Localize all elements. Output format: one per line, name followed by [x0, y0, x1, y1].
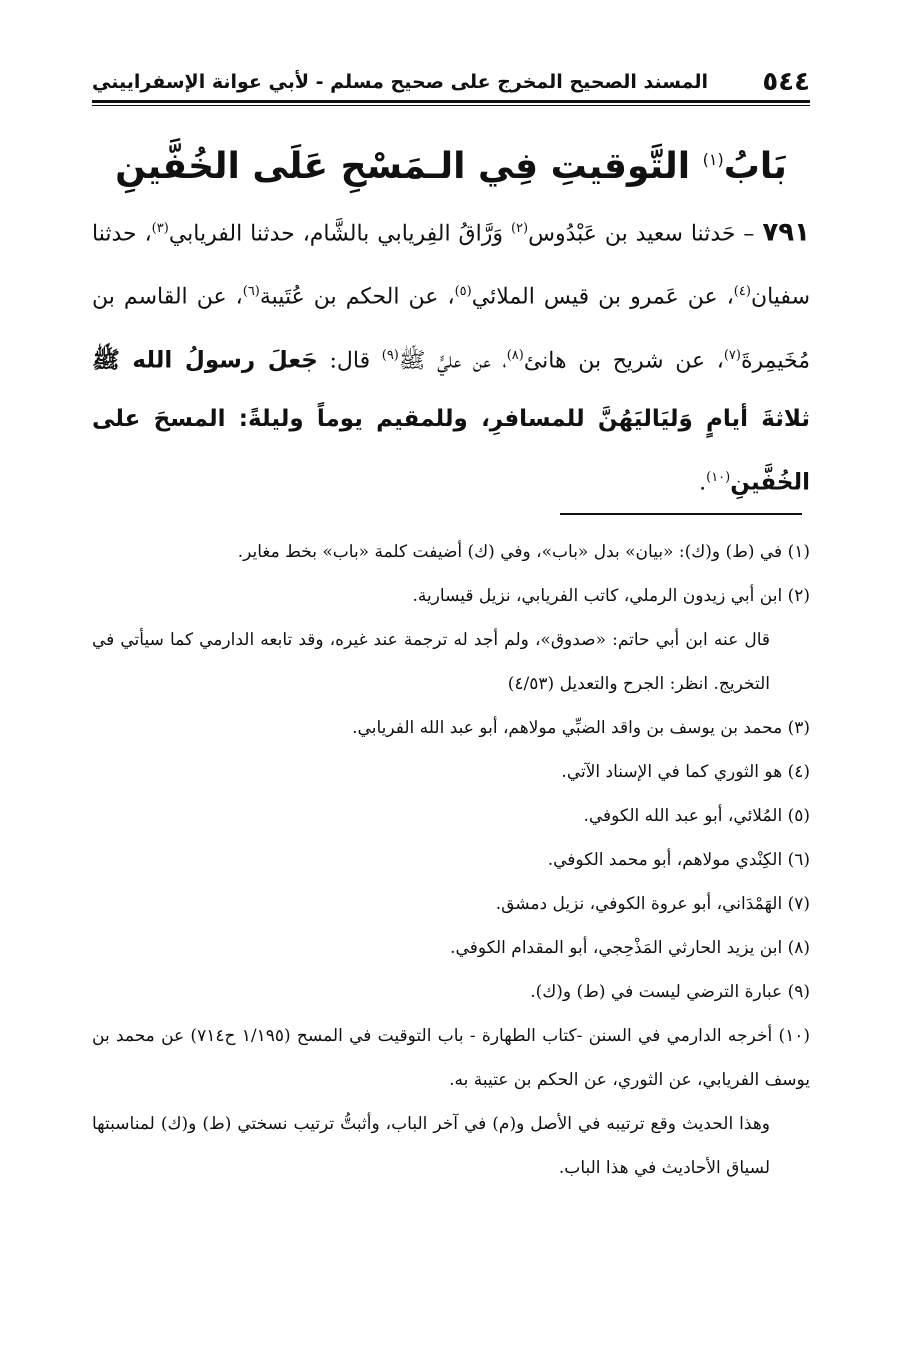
footnote-7: (٧) الهَمْدَاني، أبو عروة الكوفي، نزيل دمشق. [495, 894, 810, 914]
hadith-text [92, 200, 810, 512]
isnad-text: وَرَّاقُ الفِريابي بالشَّام، حدثنا الفريابي [168, 221, 511, 247]
footnote-2: (٢) ابن أبي زيدون الرملي، كاتب الفريابي، نزيل قيسارية. [412, 586, 810, 606]
footnote-10: (١٠) أخرجه الدارمي في السنن -كتاب الطهارة - باب التوقيت في المسح (١/١٩٥ ح٧١٤) عن محمد بن يوسف الفريابي، عن الثوري، عن الحكم بن عتيبة به. [92, 1026, 810, 1090]
footnote-ref: (٨) [506, 347, 524, 363]
footnote-ref: (٦) [242, 284, 260, 300]
footnote-3: (٣) محمد بن يوسف بن واقد الضبِّي مولاهم، أبو عبد الله الفريابي. [352, 718, 810, 738]
footnote-10-continued: وهذا الحديث وقع ترتيبه في الأصل و(م) في آخر الباب، وأثبتُّ ترتيب نسختي (ط) و(ك) لمناسبتها لسياق الأحاديث في هذا الباب. [92, 1114, 770, 1178]
hadith-number: ٧٩١ [762, 217, 810, 248]
matn-text: جَعلَ رسولُ الله ﷺ ثلاثةَ أيامٍ وَليَاليَهُنَّ للمسافرِ، وللمقيم يوماً وليلةً: المسحَ على الخُفَّينِ [92, 346, 810, 496]
footnote-1: (١) في (ط) و(ك): «بيان» بدل «باب»، وفي (ك) أضيفت كلمة «باب» بخط مغاير. [237, 542, 810, 562]
end-mark: . [699, 470, 707, 496]
footnote-ref: (٥) [454, 284, 472, 300]
isnad-text: ، عن عليٍّ ﷺ [398, 347, 507, 373]
isnad-text: ، عن شريح بن هانئ [523, 347, 724, 373]
chapter-title-rest: التَّوقيتِ فِي الـمَسْحِ عَلَى الخُفَّينِ [115, 146, 703, 187]
isnad-text: ، حدثنا سفيان [92, 221, 810, 310]
isnad-text: ، عن الحكم بن عُتَيبة [259, 284, 455, 310]
isnad-text: ، عن القاسم بن مُخَيمِرةَ [92, 284, 810, 373]
footnote-5: (٥) المُلائي، أبو عبد الله الكوفي. [583, 806, 810, 826]
running-title: المسند الصحيح المخرج على صحيح مسلم - لأبي عوانة الإسفراييني [92, 71, 708, 93]
isnad-text: ، عن عَمرو بن قيس الملائي [471, 284, 734, 310]
footnote-ref: (٧) [723, 347, 741, 363]
isnad-text: قال: [317, 347, 382, 373]
header-rule-thin [92, 105, 810, 106]
footnote-ref: (١) [702, 150, 724, 169]
footnote-ref: (٩) [381, 347, 399, 363]
footnote-separator [560, 513, 802, 515]
chapter-title-word: بَابُ [723, 146, 787, 187]
chapter-title [92, 128, 810, 192]
footnote-ref: (٣) [151, 221, 169, 236]
footnote-ref: (٢) [510, 221, 529, 236]
running-header [92, 62, 810, 102]
footnote-ref: (٤) [733, 284, 751, 300]
footnote-9: (٩) عبارة الترضي ليست في (ط) و(ك). [530, 982, 810, 1002]
footnote-8: (٨) ابن يزيد الحارثي المَذْحِجي، أبو المقدام الكوفي. [450, 938, 810, 958]
footnotes [92, 530, 810, 1190]
footnote-ref: (١٠) [706, 469, 731, 485]
page-number: ٥٤٤ [762, 67, 810, 97]
header-rule-thick [92, 100, 810, 103]
isnad-text: – حَدثنا سعيد بن عَبْدُوس [528, 221, 763, 247]
footnote-2-continued: قال عنه ابن أبي حاتم: «صدوق»، ولم أجد له ترجمة عند غيره، وقد تابعه الدارمي كما سيأتي في التخريج. انظر: الجرح والتعديل (٤/٥٣) [92, 630, 770, 694]
footnote-6: (٦) الكِنْدي مولاهم، أبو محمد الكوفي. [547, 850, 810, 870]
footnote-4: (٤) هو الثوري كما في الإسناد الآتي. [561, 762, 810, 782]
